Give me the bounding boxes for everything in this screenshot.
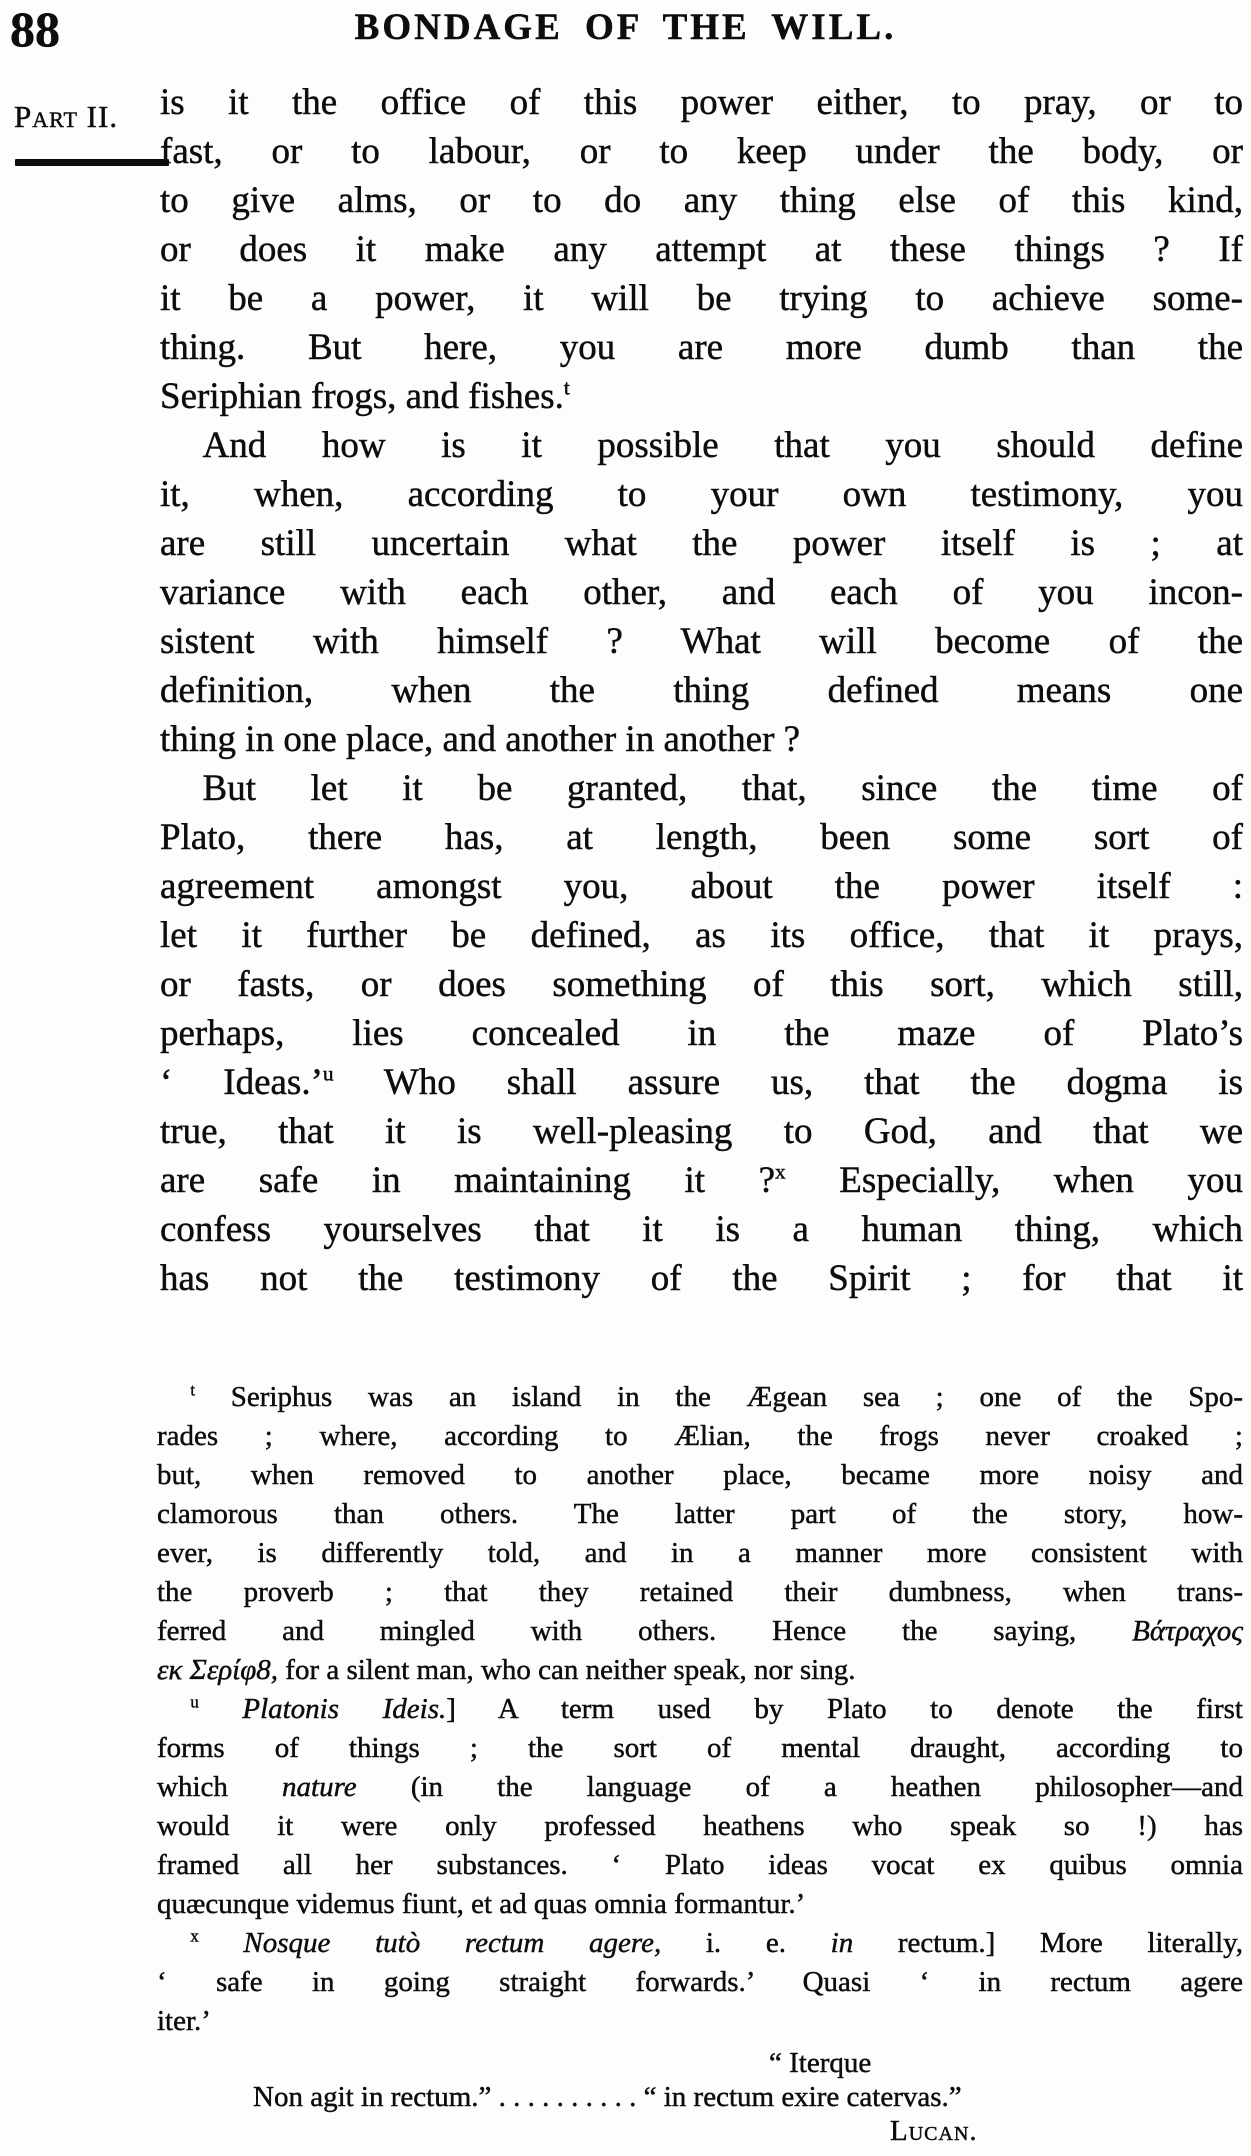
- text-line: [157, 1651, 1243, 1690]
- text-segment: i. e.: [661, 1927, 831, 1959]
- paragraph-1: [160, 78, 1243, 421]
- text-line: [160, 617, 1243, 666]
- text-segment: which: [157, 1771, 283, 1803]
- text-segment: clamorous than others. The latter part of the story, how-: [157, 1498, 1243, 1530]
- text-segment: fast, or to labour, or to keep under the body, or: [160, 131, 1243, 172]
- text-line: [160, 127, 1243, 176]
- footnote-marker: u: [190, 1692, 199, 1712]
- margin-note-part: Part II.: [14, 99, 119, 134]
- text-segment: or fasts, or does something of this sort, which still,: [160, 964, 1243, 1005]
- text-line: [157, 1612, 1243, 1651]
- text-line: [160, 470, 1243, 519]
- paragraph-3: [160, 764, 1243, 1303]
- text-segment: the proverb ; that they retained their dumbness, when trans-: [157, 1576, 1243, 1608]
- text-segment: is it the office of this power either, to pray, or to: [160, 82, 1243, 123]
- text-segment: ‘ safe in going straight forwards.’ Quasi ‘ in rectum agere: [157, 1966, 1243, 1998]
- text-segment: ‘ Ideas.’: [160, 1062, 323, 1103]
- text-line: [160, 911, 1243, 960]
- text-segment: ferred and mingled with others. Hence the saying,: [157, 1615, 1133, 1647]
- verse-attribution: Lucan.: [890, 2115, 978, 2147]
- text-line: [160, 1205, 1243, 1254]
- text-line: [157, 1495, 1243, 1534]
- text-segment: ] A term used by Plato to denote the first: [446, 1693, 1243, 1725]
- text-segment: And how is it possible that you should define: [202, 425, 1243, 466]
- text-line: [160, 225, 1243, 274]
- text-line: [160, 372, 1243, 421]
- text-segment: thing in one place, and another in another ?: [160, 719, 801, 760]
- text-segment: Platonis Ideis.: [198, 1693, 447, 1725]
- footnote-marker: x: [190, 1926, 199, 1946]
- text-segment: quæcunque videmus fiunt, et ad quas omnia formantur.’: [157, 1888, 806, 1920]
- footnote-t: [157, 1378, 1243, 1690]
- text-line: [157, 1846, 1243, 1885]
- text-segment: for a silent man, who can neither speak, nor sing.: [278, 1654, 856, 1686]
- text-segment: are still uncertain what the power itself is ; at: [160, 523, 1243, 564]
- text-line: [157, 1807, 1243, 1846]
- text-segment: true, that it is well-pleasing to God, and that we: [160, 1111, 1243, 1152]
- text-line: [157, 1573, 1243, 1612]
- text-segment: but, when removed to another place, became more noisy and: [157, 1459, 1243, 1491]
- text-segment: are safe in maintaining it ?: [160, 1160, 775, 1201]
- text-line: [157, 1924, 1243, 1963]
- text-segment: or does it make any attempt at these things ? If: [160, 229, 1243, 270]
- text-line: [160, 78, 1243, 127]
- text-segment: nature: [282, 1771, 357, 1803]
- text-line: [160, 715, 1243, 764]
- page-number: 88: [10, 1, 60, 57]
- text-segment: iter.’: [157, 2005, 211, 2037]
- text-segment: Who shall assure us, that the dogma is: [333, 1062, 1243, 1103]
- text-segment: perhaps, lies concealed in the maze of Plato’s: [160, 1013, 1243, 1054]
- text-line: [160, 1009, 1243, 1058]
- text-line: [160, 323, 1243, 372]
- text-line: [157, 1534, 1243, 1573]
- text-segment: variance with each other, and each of you incon-: [160, 572, 1243, 613]
- footnote-x: [157, 1924, 1243, 2041]
- footnote-marker: t: [190, 1380, 196, 1400]
- verse-line-iterque: “ Iterque: [769, 2047, 872, 2079]
- text-segment: rades ; where, according to Ælian, the frogs never croaked ;: [157, 1420, 1243, 1452]
- text-segment: definition, when the thing defined means one: [160, 670, 1243, 711]
- footnotes: [157, 1378, 1243, 2041]
- text-segment: to give alms, or to do any thing else of this kind,: [160, 180, 1243, 221]
- text-segment: Seriphian frogs, and fishes.: [160, 376, 564, 417]
- text-line: [160, 274, 1243, 323]
- text-segment: it be a power, it will be trying to achieve some-: [160, 278, 1243, 319]
- text-segment: But let it be granted, that, since the time of: [202, 768, 1243, 809]
- text-line: [160, 1156, 1243, 1205]
- text-line: [160, 176, 1243, 225]
- text-line: [157, 1963, 1243, 2002]
- text-segment: forms of things ; the sort of mental draught, according to: [157, 1732, 1243, 1764]
- text-line: [157, 1768, 1243, 1807]
- text-segment: it, when, according to your own testimony, you: [160, 474, 1243, 515]
- footnote-u: [157, 1690, 1243, 1924]
- text-line: [157, 1378, 1243, 1417]
- margin-rule: [15, 159, 169, 166]
- text-segment: Especially, when you: [785, 1160, 1243, 1201]
- text-segment: (in the language of a heathen philosopher—and: [356, 1771, 1243, 1803]
- text-line: [157, 1456, 1243, 1495]
- text-line: [157, 2002, 1243, 2041]
- text-line: [160, 666, 1243, 715]
- text-line: [160, 568, 1243, 617]
- text-line: [160, 1254, 1243, 1303]
- text-segment: Plato, there has, at length, been some sort of: [160, 817, 1243, 858]
- verse-citation: [157, 2046, 1243, 2148]
- text-segment: would it were only professed heathens who speak so !) has: [157, 1810, 1243, 1842]
- text-line: [160, 519, 1243, 568]
- footnote-marker: t: [563, 375, 570, 400]
- text-segment: has not the testimony of the Spirit ; for that it: [160, 1258, 1243, 1299]
- text-line: [160, 1058, 1243, 1107]
- footnote-marker: x: [775, 1159, 786, 1184]
- text-line: [160, 1107, 1243, 1156]
- text-line: [157, 1690, 1243, 1729]
- text-segment: ever, is differently told, and in a manner more consistent with: [157, 1537, 1243, 1569]
- footnote-marker: u: [322, 1061, 334, 1086]
- text-line: [157, 1885, 1243, 1924]
- text-segment: Βάτραχος: [1132, 1615, 1243, 1647]
- paragraph-2: [160, 421, 1243, 764]
- text-segment: confess yourselves that it is a human thing, which: [160, 1209, 1243, 1250]
- running-head: BONDAGE OF THE WILL.: [354, 7, 897, 48]
- text-line: [160, 421, 1243, 470]
- text-segment: Seriphus was an island in the Ægean sea ; one of the Spo-: [195, 1381, 1243, 1413]
- text-segment: in: [830, 1927, 854, 1959]
- text-segment: let it further be defined, as its office, that it prays,: [160, 915, 1243, 956]
- text-segment: εκ Σερίφ8,: [157, 1654, 279, 1686]
- text-segment: sistent with himself ? What will become of the: [160, 621, 1243, 662]
- text-line: [160, 862, 1243, 911]
- body-text: [160, 78, 1243, 1303]
- text-line: [160, 813, 1243, 862]
- text-line: [157, 1417, 1243, 1456]
- text-line: [157, 1729, 1243, 1768]
- text-segment: rectum.] More literally,: [853, 1927, 1243, 1959]
- verse-line-non-agit: Non agit in rectum.” . . . . . . . . . . “ in rectum exire catervas.”: [253, 2081, 962, 2113]
- text-segment: framed all her substances. ‘ Plato ideas vocat ex quibus omnia: [157, 1849, 1243, 1881]
- text-segment: thing. But here, you are more dumb than the: [160, 327, 1243, 368]
- text-line: [160, 764, 1243, 813]
- text-segment: agreement amongst you, about the power itself :: [160, 866, 1243, 907]
- text-segment: Nosque tutò rectum agere,: [198, 1927, 662, 1959]
- text-line: [160, 960, 1243, 1009]
